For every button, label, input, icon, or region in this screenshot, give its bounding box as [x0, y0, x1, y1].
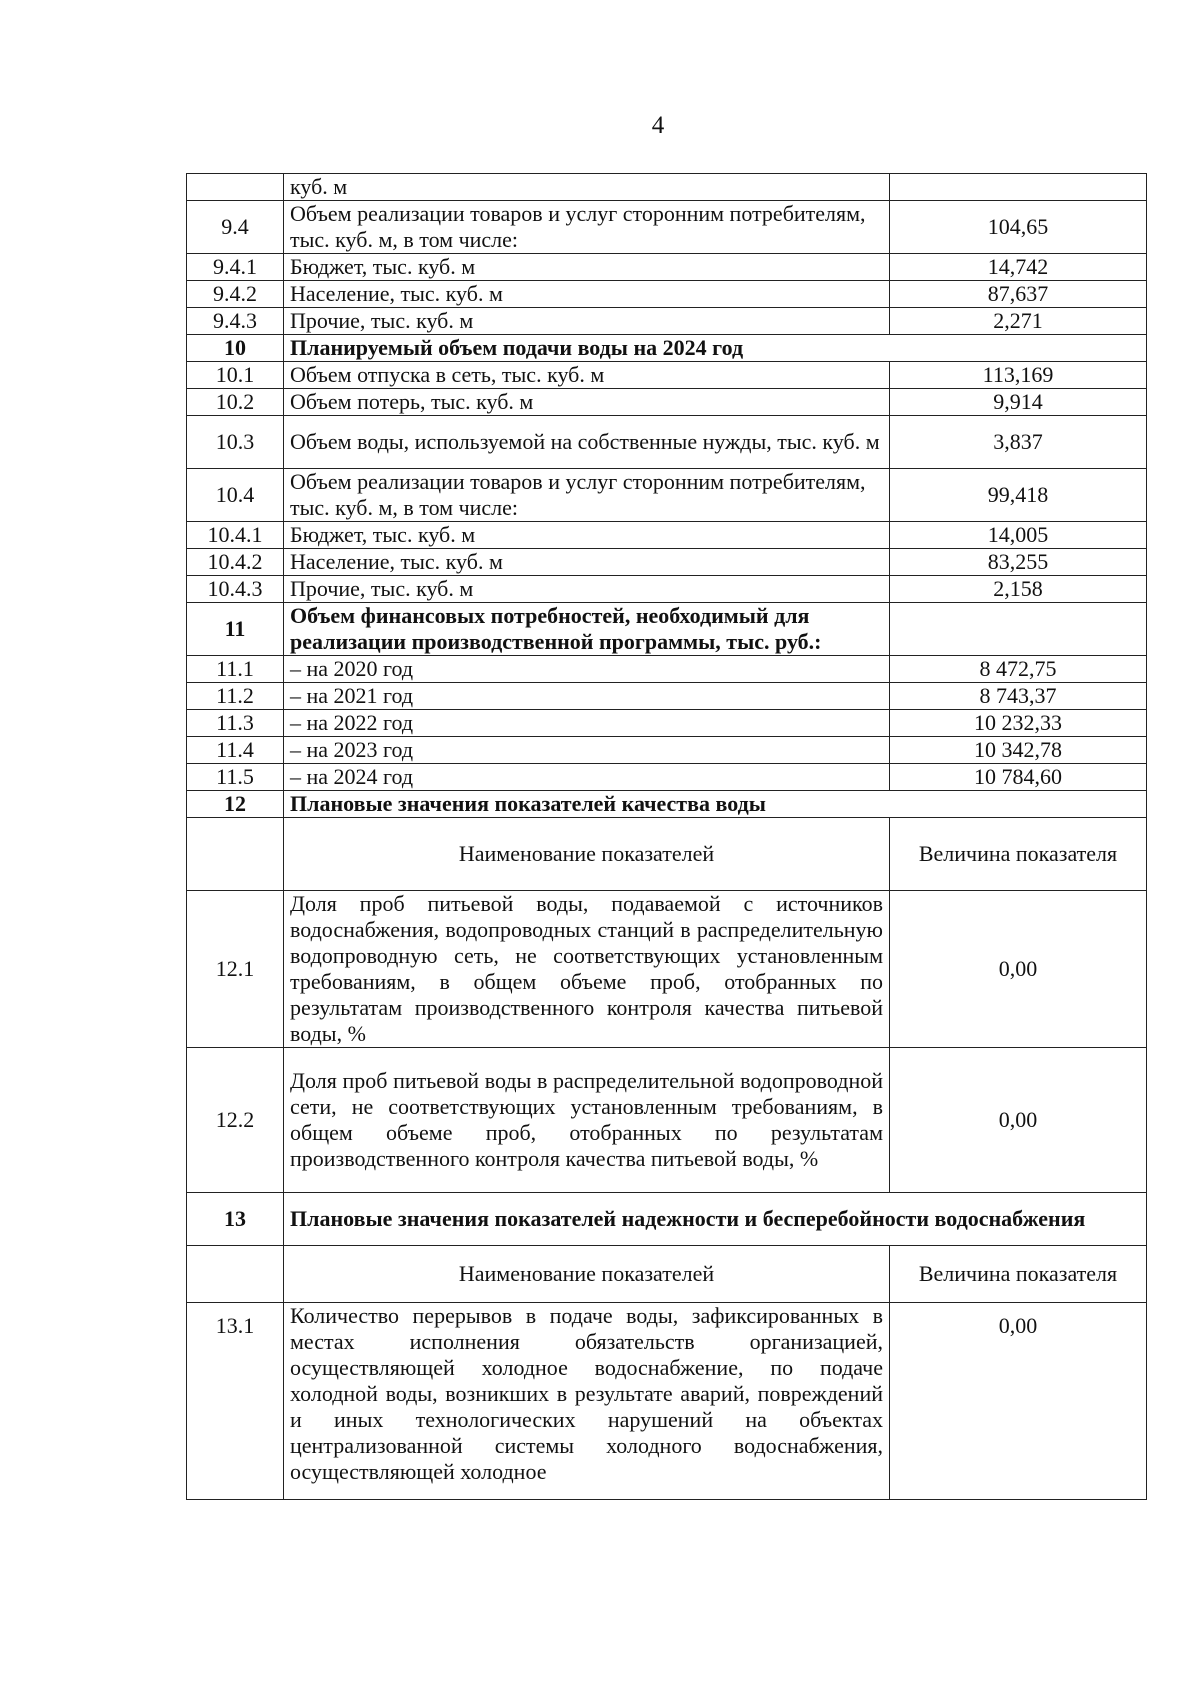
row-value: 104,65: [890, 201, 1147, 254]
table-row: [187, 1303, 1147, 1500]
section-number: 11: [187, 603, 284, 656]
row-label: – на 2024 год: [284, 764, 890, 791]
table-row: [187, 201, 1147, 254]
section-header-row: [187, 335, 1147, 362]
section-number: 10: [187, 335, 284, 362]
row-label: Объем отпуска в сеть, тыс. куб. м: [284, 362, 890, 389]
row-number: 11.3: [187, 710, 284, 737]
row-value: 0,00: [890, 891, 1147, 1048]
row-value: [890, 174, 1147, 201]
row-number: 12.1: [187, 891, 284, 1048]
row-number: 10.4.3: [187, 576, 284, 603]
column-header-row: [187, 1246, 1147, 1303]
row-label: – на 2021 год: [284, 683, 890, 710]
table-row: [187, 308, 1147, 335]
row-number: [187, 818, 284, 891]
row-value: 8 472,75: [890, 656, 1147, 683]
row-number: 13.1: [187, 1303, 284, 1500]
section-header-row: [187, 1193, 1147, 1246]
row-value: 14,742: [890, 254, 1147, 281]
row-value: 8 743,37: [890, 683, 1147, 710]
section-number: 12: [187, 791, 284, 818]
column-header-value: Величина показателя: [890, 818, 1147, 891]
row-label: Население, тыс. куб. м: [284, 281, 890, 308]
section-title: Планируемый объем подачи воды на 2024 год: [284, 335, 1147, 362]
row-label: Доля проб питьевой воды, подаваемой с источников водоснабжения, водопроводных станций в распределительную водопроводную сеть, не соответствующих установленным требованиям, в общем объеме проб, отобранных по результатам производственного контроля качества питьевой воды, %: [284, 891, 890, 1048]
column-header-name: Наименование показателей: [284, 1246, 890, 1303]
row-label: – на 2023 год: [284, 737, 890, 764]
row-number: 9.4.1: [187, 254, 284, 281]
section-title: Плановые значения показателей надежности и бесперебойности водоснабжения: [284, 1193, 1147, 1246]
table-row: [187, 576, 1147, 603]
row-value: 83,255: [890, 549, 1147, 576]
row-number: 10.3: [187, 416, 284, 469]
section-header-row: [187, 791, 1147, 818]
page-number: 4: [651, 112, 665, 139]
row-label: – на 2022 год: [284, 710, 890, 737]
row-label: Доля проб питьевой воды в распределительной водопроводной сети, не соответствующих установленным требованиям, в общем объеме проб, отобранных по результатам производственного контроля качества питьевой воды, %: [284, 1048, 890, 1193]
row-value: 10 232,33: [890, 710, 1147, 737]
row-value: 14,005: [890, 522, 1147, 549]
row-value: 0,00: [890, 1303, 1147, 1500]
section-header-row: [187, 603, 1147, 656]
row-label: – на 2020 год: [284, 656, 890, 683]
table-row: [187, 737, 1147, 764]
row-number: [187, 1246, 284, 1303]
section-number: 13: [187, 1193, 284, 1246]
row-value: 2,271: [890, 308, 1147, 335]
table-row: [187, 281, 1147, 308]
row-label: Объем реализации товаров и услуг сторонним потребителям, тыс. куб. м, в том числе:: [284, 469, 890, 522]
row-label: Население, тыс. куб. м: [284, 549, 890, 576]
section-title: Объем финансовых потребностей, необходимый для реализации производственной программы, тыс. руб.:: [284, 603, 890, 656]
row-label: Прочие, тыс. куб. м: [284, 576, 890, 603]
column-header-value: Величина показателя: [890, 1246, 1147, 1303]
row-value: 99,418: [890, 469, 1147, 522]
row-number: 9.4.2: [187, 281, 284, 308]
row-value: 0,00: [890, 1048, 1147, 1193]
row-label: Прочие, тыс. куб. м: [284, 308, 890, 335]
column-header-name: Наименование показателей: [284, 818, 890, 891]
row-number: 10.2: [187, 389, 284, 416]
row-label: куб. м: [284, 174, 890, 201]
table-row: [187, 362, 1147, 389]
table-row: [187, 389, 1147, 416]
column-header-row: [187, 818, 1147, 891]
row-number: 10.4.1: [187, 522, 284, 549]
row-number: 10.4.2: [187, 549, 284, 576]
row-value: 2,158: [890, 576, 1147, 603]
row-number: 9.4: [187, 201, 284, 254]
row-number: 11.1: [187, 656, 284, 683]
table-row: [187, 549, 1147, 576]
table-row: [187, 710, 1147, 737]
row-number: 12.2: [187, 1048, 284, 1193]
row-value: 9,914: [890, 389, 1147, 416]
row-number: 10.4: [187, 469, 284, 522]
row-label: Бюджет, тыс. куб. м: [284, 254, 890, 281]
row-value: [890, 603, 1147, 656]
row-label: Объем потерь, тыс. куб. м: [284, 389, 890, 416]
row-number: 11.2: [187, 683, 284, 710]
row-number: 11.4: [187, 737, 284, 764]
table-row: [187, 683, 1147, 710]
row-number: 10.1: [187, 362, 284, 389]
table-row: [187, 254, 1147, 281]
row-value: 10 342,78: [890, 737, 1147, 764]
table-row: [187, 1048, 1147, 1193]
table-row: [187, 469, 1147, 522]
table-row: [187, 522, 1147, 549]
row-label: Объем реализации товаров и услуг сторонним потребителям, тыс. куб. м, в том числе:: [284, 201, 890, 254]
section-title: Плановые значения показателей качества воды: [284, 791, 1147, 818]
table-row: [187, 416, 1147, 469]
row-value: 113,169: [890, 362, 1147, 389]
row-number: 11.5: [187, 764, 284, 791]
row-label: Количество перерывов в подаче воды, зафиксированных в местах исполнения обязательств организацией, осуществляющей холодное водоснабжение, по подаче холодной воды, возникших в результате аварий, повреждений и иных технологических нарушений на объектах централизованной системы холодного водоснабжения, осуществляющей холодное: [284, 1303, 890, 1500]
row-label: Бюджет, тыс. куб. м: [284, 522, 890, 549]
table-row: [187, 656, 1147, 683]
water-program-table: [186, 173, 1147, 1500]
table-row: [187, 891, 1147, 1048]
table-row: [187, 764, 1147, 791]
row-value: 3,837: [890, 416, 1147, 469]
row-number: 9.4.3: [187, 308, 284, 335]
table-row: [187, 174, 1147, 201]
row-number: [187, 174, 284, 201]
row-value: 10 784,60: [890, 764, 1147, 791]
row-label: Объем воды, используемой на собственные нужды, тыс. куб. м: [284, 416, 890, 469]
row-value: 87,637: [890, 281, 1147, 308]
